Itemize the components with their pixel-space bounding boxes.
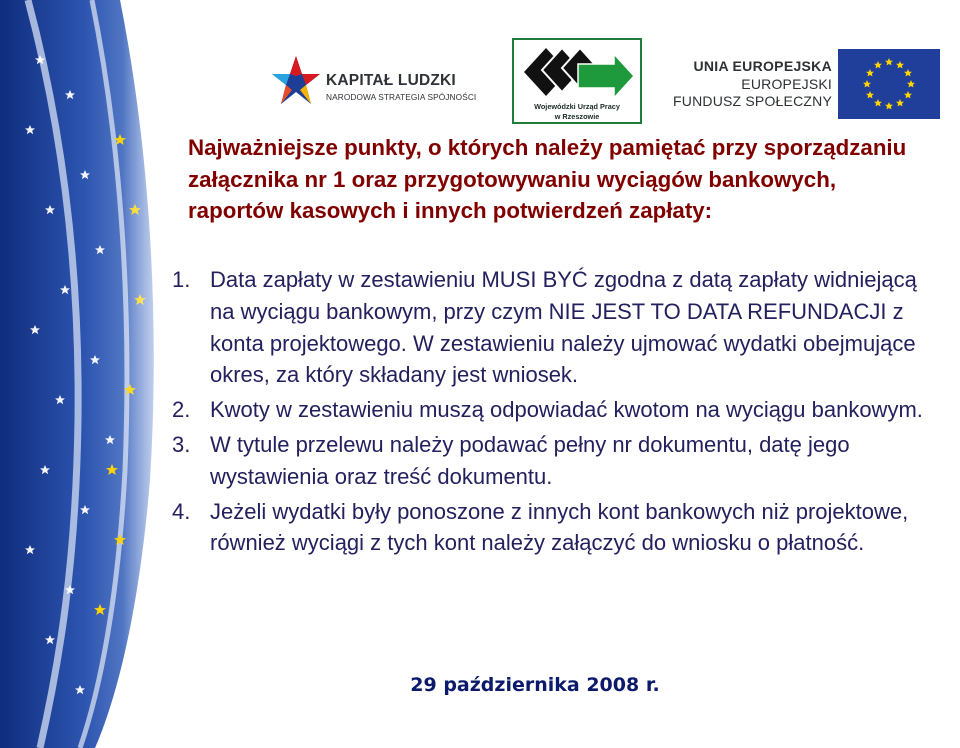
wup-name-line1: Wojewódzki Urząd Pracy bbox=[534, 102, 620, 111]
kapital-ludzki-star-icon bbox=[270, 50, 322, 118]
wup-name-line2: w Rzeszowie bbox=[554, 112, 600, 121]
list-item-number: 2. bbox=[172, 397, 191, 423]
slide-heading: Najważniejsze punkty, o których należy pamiętać przy sporządzaniu załącznika nr 1 oraz przygotowywaniu wyciągów bankowych, raportów kasowych i innych potwierdzeń zapłaty: bbox=[188, 135, 907, 223]
list-item-text: Kwoty w zestawieniu muszą odpowiadać kwotom na wyciągu bankowym. bbox=[210, 397, 923, 423]
kapital-ludzki-subtitle: NARODOWA STRATEGIA SPÓJNOŚCI bbox=[326, 92, 477, 102]
list-item-number: 4. bbox=[172, 498, 191, 524]
list-item bbox=[172, 264, 942, 391]
eu-label-line1: UNIA EUROPEJSKA bbox=[693, 58, 832, 74]
wup-arrows-icon bbox=[518, 42, 636, 100]
wup-rzeszow-logo bbox=[512, 38, 642, 124]
list-item bbox=[172, 429, 942, 493]
key-points-list bbox=[172, 264, 942, 562]
list-item bbox=[172, 394, 942, 426]
eu-film-strip-decoration bbox=[0, 0, 175, 748]
list-item-number: 1. bbox=[172, 267, 191, 292]
footer-date: 29 października 2008 r. bbox=[410, 674, 660, 696]
list-item-text: W tytule przelewu należy podawać pełny nr dokumentu, datę jego wystawienia oraz treść dokumentu. bbox=[210, 431, 850, 489]
kapital-ludzki-title: KAPITAŁ LUDZKI bbox=[326, 72, 456, 89]
list-item bbox=[172, 496, 942, 560]
eu-label-line2: EUROPEJSKI bbox=[741, 76, 832, 92]
eu-efs-logo bbox=[660, 40, 950, 122]
kapital-ludzki-logo bbox=[270, 50, 475, 118]
list-item-text: Data zapłaty w zestawieniu MUSI BYĆ zgodna z datą zapłaty widniejącą na wyciągu bankowym, przy czym NIE JEST TO DATA REFUNDACJI z konta projektowego. W zestawieniu należy ujmować wydatki obejmujące okres, za który składany jest wniosek. bbox=[210, 267, 917, 388]
list-item-text: Jeżeli wydatki były ponoszone z innych kont bankowych niż projektowe, również wyciągi z tych kont należy załączyć do wniosku o płatność. bbox=[210, 498, 909, 556]
eu-flag-icon bbox=[838, 49, 940, 119]
eu-label-line3: FUNDUSZ SPOŁECZNY bbox=[673, 93, 832, 109]
list-item-number: 3. bbox=[172, 431, 191, 457]
